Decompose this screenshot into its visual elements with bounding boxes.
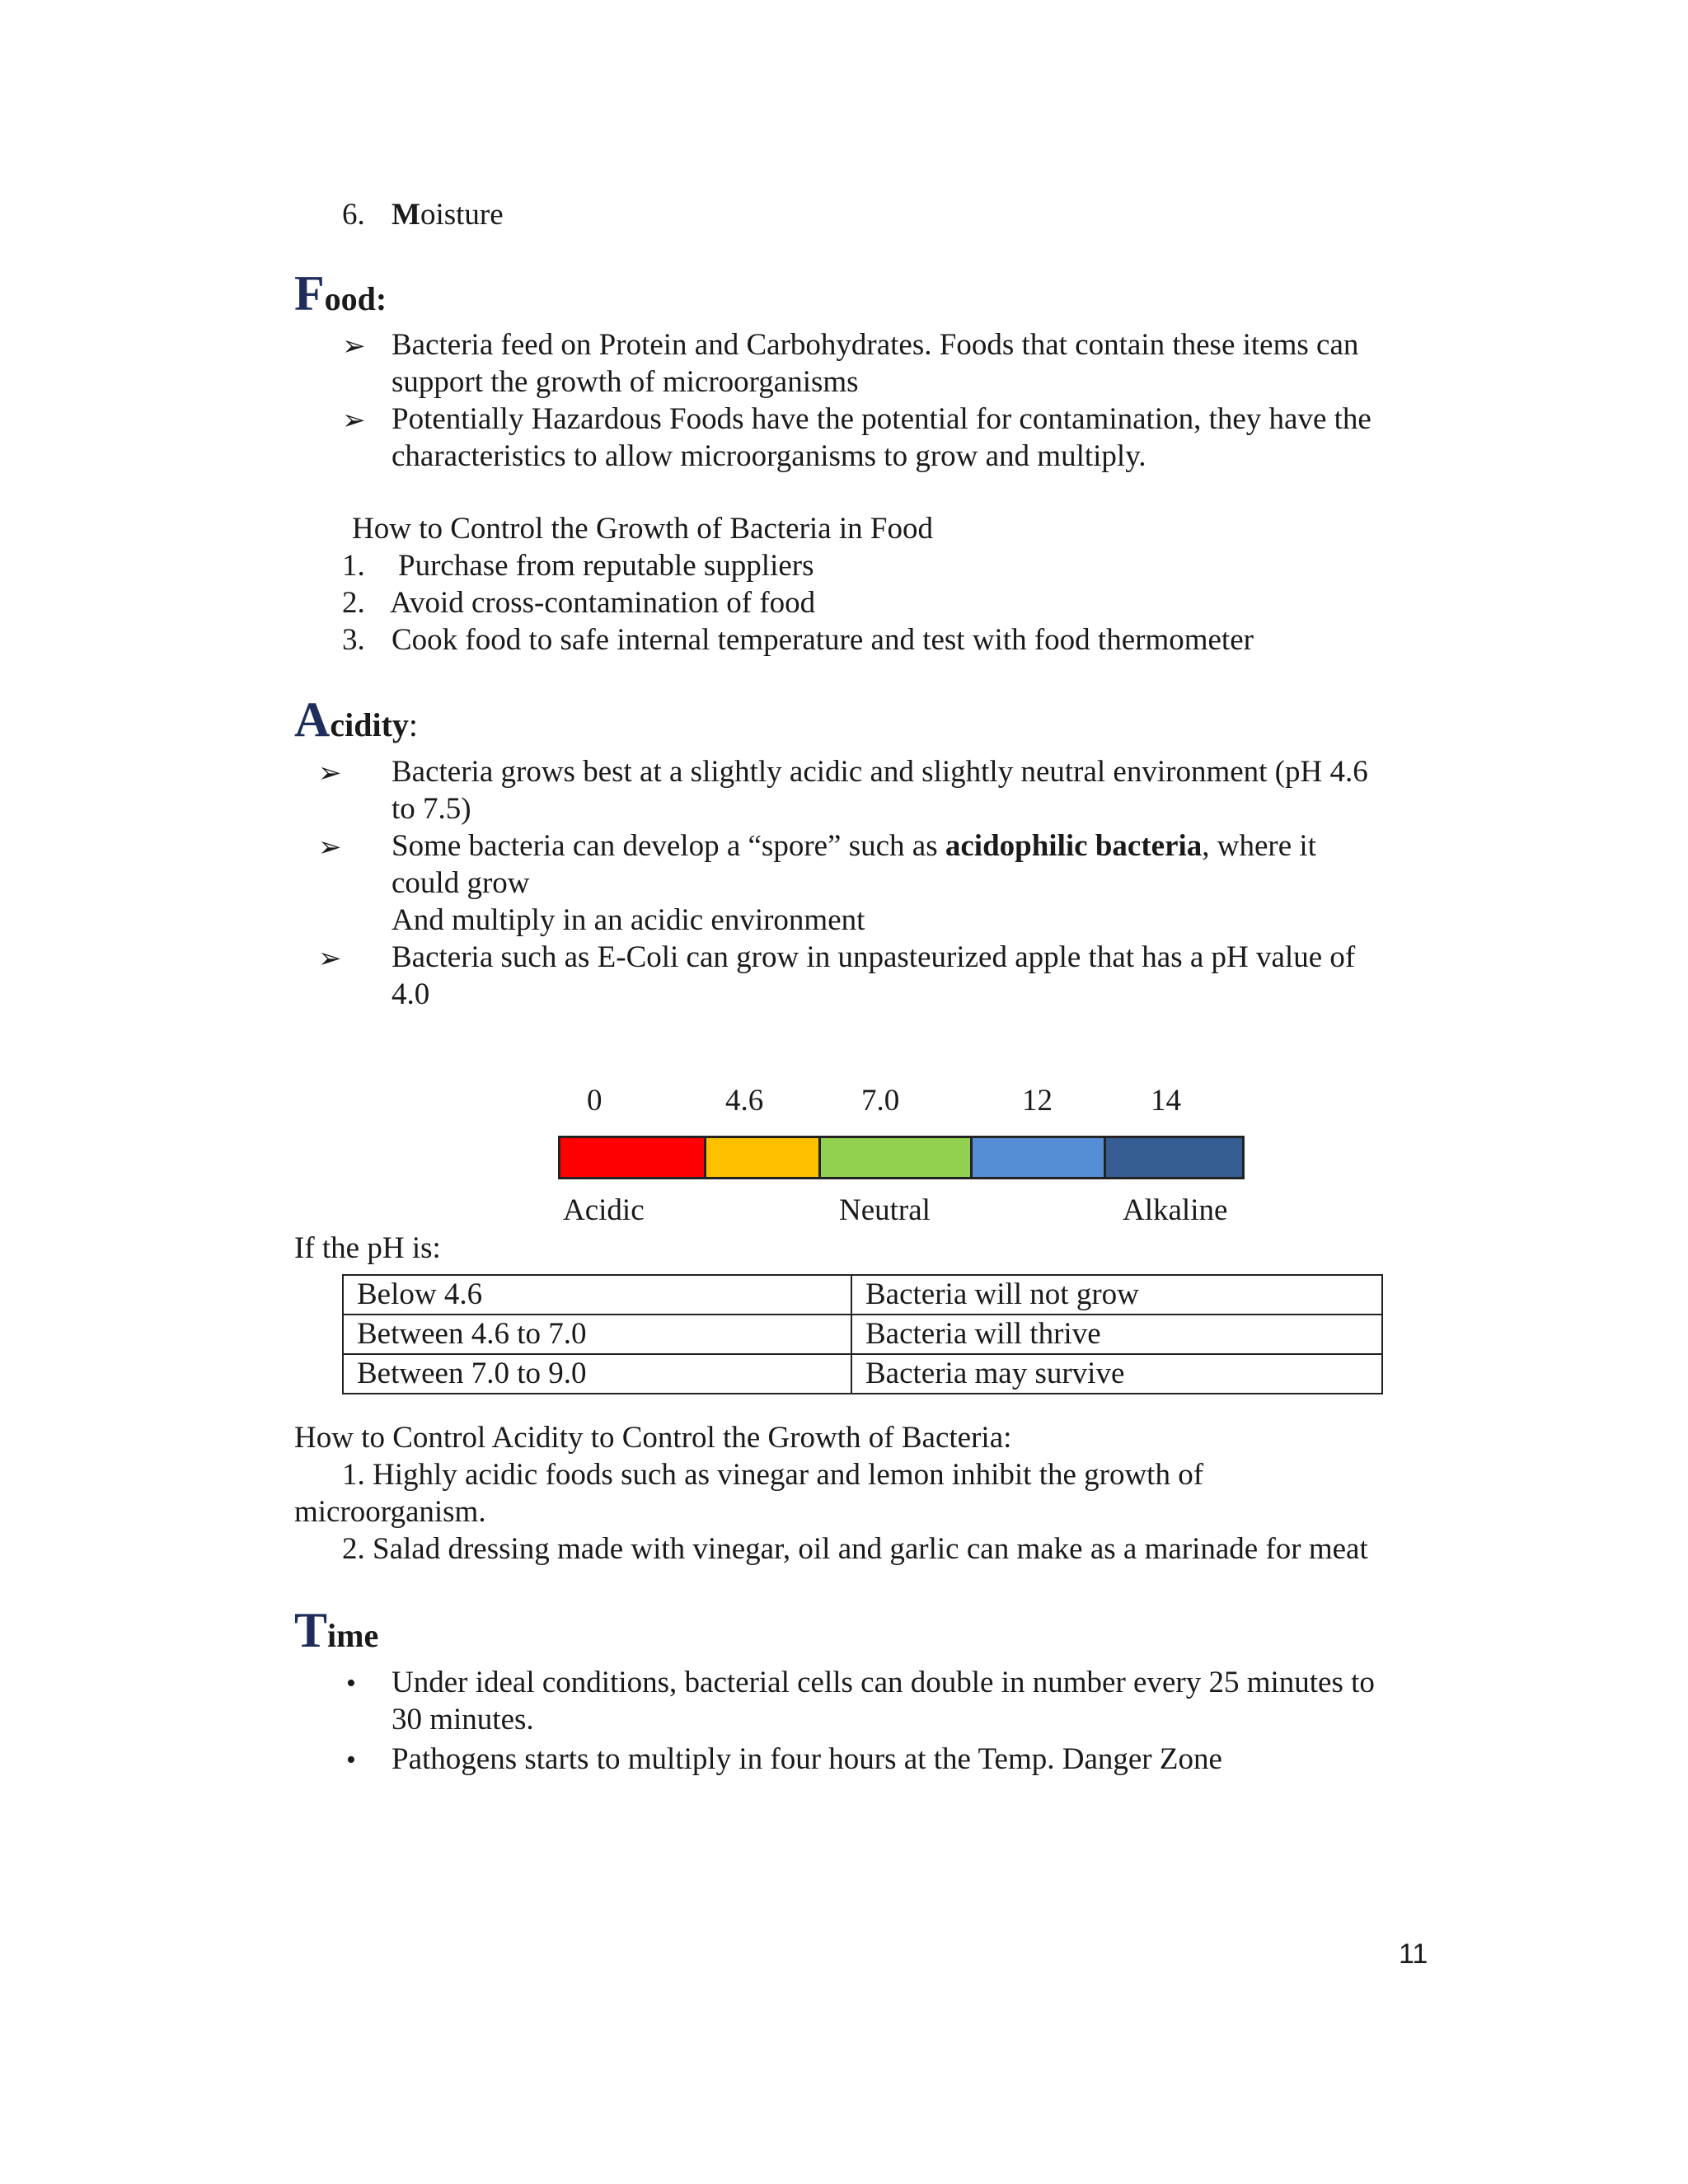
acidity-bullet-2-post: , where it (1202, 829, 1316, 863)
acidity-control-item-1-line2: microorganism. (294, 1495, 486, 1529)
arrow-bullet-icon: ➢ (318, 942, 342, 975)
food-bullet-2-line2: characteristics to allow microorganisms to grow and multiply. (392, 439, 1146, 473)
acidity-bullet-1-line2: to 7.5) (392, 792, 471, 826)
food-bullet-1-line2: support the growth of microorganisms (392, 365, 859, 399)
acidity-bullet-3-line2: 4.0 (392, 977, 430, 1011)
food-control-item-3: Cook food to safe internal temperature and test with food thermometer (392, 623, 1254, 657)
ph-tick-label: 7.0 (861, 1084, 900, 1118)
acidity-control-title: How to Control Acidity to Control the Growth of Bacteria: (294, 1421, 1012, 1455)
arrow-bullet-icon: ➢ (342, 404, 366, 437)
acidity-bullet-1-line1: Bacteria grows best at a slightly acidic and slightly neutral environment (pH 4.6 (392, 755, 1368, 789)
ph-tick-label: 12 (1022, 1084, 1053, 1118)
table-cell: Between 7.0 to 9.0 (343, 1354, 851, 1394)
ph-color-scale (558, 1136, 1245, 1179)
ph-segment-acidic-red (560, 1138, 706, 1177)
food-control-title: How to Control the Growth of Bacteria in Food (352, 512, 933, 546)
ph-segment-neutral-green (821, 1138, 973, 1177)
table-cell: Below 4.6 (343, 1275, 851, 1315)
time-bullet-2: Pathogens starts to multiply in four hours at the Temp. Danger Zone (392, 1742, 1222, 1776)
table-cell: Bacteria may survive (851, 1354, 1382, 1394)
time-bullet-1-line2: 30 minutes. (392, 1703, 534, 1736)
ph-tick-label: 14 (1151, 1084, 1181, 1118)
acidity-heading-colon: : (408, 706, 419, 743)
acidity-heading (294, 692, 419, 750)
acidity-control-item-2: 2. Salad dressing made with vinegar, oil and garlic can make as a marinade for meat (342, 1532, 1368, 1566)
moisture-rest: oisture (420, 198, 504, 232)
table-row (343, 1315, 1382, 1354)
acidity-bullet-2-line2: could grow (392, 866, 530, 900)
acidity-bullet-3-line1: Bacteria such as E-Coli can grow in unpasteurized apple that has a pH value of (392, 940, 1356, 974)
food-heading-initial: F (294, 266, 325, 321)
dot-bullet-icon: • (346, 1668, 356, 1699)
acidity-heading-rest: cidity (330, 706, 409, 743)
table-row (343, 1354, 1382, 1394)
table-cell: Bacteria will thrive (851, 1315, 1382, 1354)
table-row (343, 1275, 1382, 1315)
table-cell: Bacteria will not grow (851, 1275, 1382, 1315)
food-control-item-2: Avoid cross-contamination of food (390, 586, 816, 620)
ph-tick-label: 4.6 (725, 1084, 764, 1118)
page-number: 11 (1399, 1938, 1428, 1970)
ph-label-acidic: Acidic (563, 1193, 645, 1227)
acidity-bullet-2-line3: And multiply in an acidic environment (392, 903, 865, 937)
ph-label-neutral: Neutral (839, 1193, 931, 1227)
food-control-number-3: 3. (342, 623, 365, 657)
time-heading-initial: T (294, 1603, 328, 1657)
time-heading-rest: ime (327, 1617, 379, 1654)
food-control-item-1: Purchase from reputable suppliers (398, 549, 814, 583)
acidity-control-item-1-line1: 1. Highly acidic foods such as vinegar and lemon inhibit the growth of (342, 1458, 1204, 1492)
food-bullet-2-line1: Potentially Hazardous Foods have the potential for contamination, they have the (392, 402, 1372, 436)
moisture-item (392, 196, 504, 233)
time-bullet-1-line1: Under ideal conditions, bacterial cells can double in number every 25 minutes to (392, 1666, 1375, 1699)
ph-segment-acidic-yellow (706, 1138, 821, 1177)
ph-table (342, 1274, 1383, 1394)
ph-label-alkaline: Alkaline (1123, 1193, 1228, 1227)
list-number: 6. (342, 198, 365, 232)
time-heading (294, 1605, 378, 1661)
acidity-bullet-2-pre: Some bacteria can develop a “spore” such as (392, 829, 945, 863)
dot-bullet-icon: • (346, 1745, 356, 1775)
ph-tick-label: 0 (587, 1084, 603, 1118)
food-bullet-1-line1: Bacteria feed on Protein and Carbohydrates. Foods that contain these items can (392, 328, 1359, 362)
acidity-bullet-2-line1 (392, 827, 1316, 865)
food-heading (294, 266, 387, 324)
ph-segment-alkaline-blue (973, 1138, 1106, 1177)
arrow-bullet-icon: ➢ (342, 330, 366, 363)
food-control-number-1: 1. (342, 549, 365, 583)
acidity-heading-initial: A (294, 692, 331, 747)
arrow-bullet-icon: ➢ (318, 757, 342, 790)
moisture-initial: M (392, 198, 420, 232)
arrow-bullet-icon: ➢ (318, 831, 342, 864)
food-control-number-2: 2. (342, 586, 365, 620)
table-cell: Between 4.6 to 7.0 (343, 1315, 851, 1354)
acidophilic-bacteria-term: acidophilic bacteria (945, 829, 1203, 863)
ph-segment-alkaline-dark-blue (1106, 1138, 1242, 1177)
ph-table-intro: If the pH is: (294, 1231, 441, 1265)
food-heading-rest: ood: (324, 280, 387, 317)
